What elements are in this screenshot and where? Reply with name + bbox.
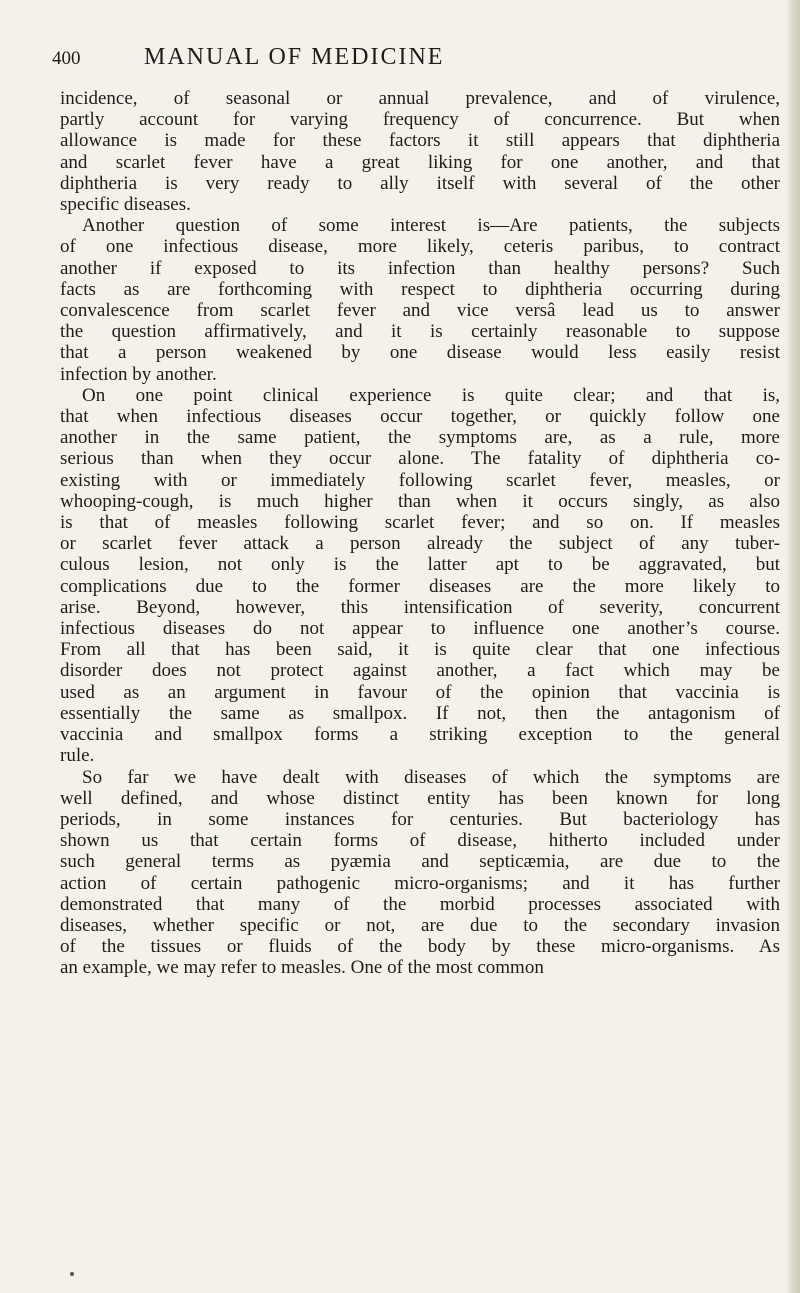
running-head: MANUAL OF MEDICINE <box>144 44 445 70</box>
page-header <box>52 44 752 80</box>
text-line: serious than when they occur alone. The fatality of diphtheria co- <box>60 448 780 470</box>
text-line: Another question of some interest is—Are patients, the subjects <box>82 215 780 237</box>
text-line: such general terms as pyæmia and septicæmia, are due to the <box>60 851 780 873</box>
text-line: partly account for varying frequency of concurrence. But when <box>60 109 780 131</box>
text-line: So far we have dealt with diseases of which the symptoms are <box>82 766 780 788</box>
text-line: demonstrated that many of the morbid processes associated with <box>60 893 780 915</box>
text-line: facts as are forthcoming with respect to diphtheria occurring during <box>60 278 780 300</box>
text-line: specific diseases. <box>60 194 191 216</box>
text-line: that a person weakened by one disease would less easily resist <box>60 342 780 364</box>
text-line: culous lesion, not only is the latter apt to be aggravated, but <box>60 554 780 576</box>
text-line: periods, in some instances for centuries. But bacteriology has <box>60 808 780 830</box>
paragraph <box>60 215 780 385</box>
text-line: of one infectious disease, more likely, ceteris paribus, to contract <box>60 236 780 258</box>
paragraph <box>60 88 780 215</box>
text-line: well defined, and whose distinct entity has been known for long <box>60 787 780 809</box>
text-line: complications due to the former diseases are the more likely to <box>60 575 780 597</box>
page-edge-shadow <box>786 0 800 1293</box>
text-line: From all that has been said, it is quite clear that one infectious <box>60 639 780 661</box>
text-line: action of certain pathogenic micro-organisms; and it has further <box>60 872 780 894</box>
text-line: used as an argument in favour of the opinion that vaccinia is <box>60 681 780 703</box>
text-line: convalescence from scarlet fever and vice versâ lead us to answer <box>60 300 780 322</box>
text-line: diphtheria is very ready to ally itself with several of the other <box>60 172 780 194</box>
text-line: an example, we may refer to measles. One of the most common <box>60 957 544 979</box>
text-line: or scarlet fever attack a person already the subject of any tuber- <box>60 533 780 555</box>
text-line: vaccinia and smallpox forms a striking exception to the general <box>60 724 780 746</box>
text-line: diseases, whether specific or not, are due to the secondary invasion <box>60 914 780 936</box>
text-line: rule. <box>60 745 95 767</box>
text-line: On one point clinical experience is quite clear; and that is, <box>82 384 780 406</box>
text-line: shown us that certain forms of disease, hitherto included under <box>60 830 780 852</box>
text-line: another in the same patient, the symptoms are, as a rule, more <box>60 427 780 449</box>
paragraph <box>60 767 780 979</box>
text-line: allowance is made for these factors it still appears that diphtheria <box>60 130 780 152</box>
text-line: of the tissues or fluids of the body by these micro-organisms. As <box>60 936 780 958</box>
text-line: whooping-cough, is much higher than when it occurs singly, as also <box>60 490 780 512</box>
text-line: arise. Beyond, however, this intensification of severity, concurrent <box>60 596 780 618</box>
text-line: that when infectious diseases occur together, or quickly follow one <box>60 406 780 428</box>
text-line: is that of measles following scarlet fever; and so on. If measles <box>60 512 780 534</box>
text-line: incidence, of seasonal or annual prevalence, and of virulence, <box>60 88 780 109</box>
text-line: infection by another. <box>60 363 217 385</box>
text-line: disorder does not protect against another, a fact which may be <box>60 660 780 682</box>
text-line: infectious diseases do not appear to influence one another’s course. <box>60 618 780 640</box>
text-line: the question affirmatively, and it is certainly reasonable to suppose <box>60 321 780 343</box>
body-text <box>60 88 780 979</box>
text-line: and scarlet fever have a great liking for one another, and that <box>60 151 780 173</box>
page-number: 400 <box>52 48 81 69</box>
text-line: another if exposed to its infection than healthy persons? Such <box>60 257 780 279</box>
ink-speck <box>70 1272 74 1276</box>
paragraph <box>60 385 780 767</box>
text-line: existing with or immediately following scarlet fever, measles, or <box>60 469 780 491</box>
text-line: essentially the same as smallpox. If not, then the antagonism of <box>60 702 780 724</box>
